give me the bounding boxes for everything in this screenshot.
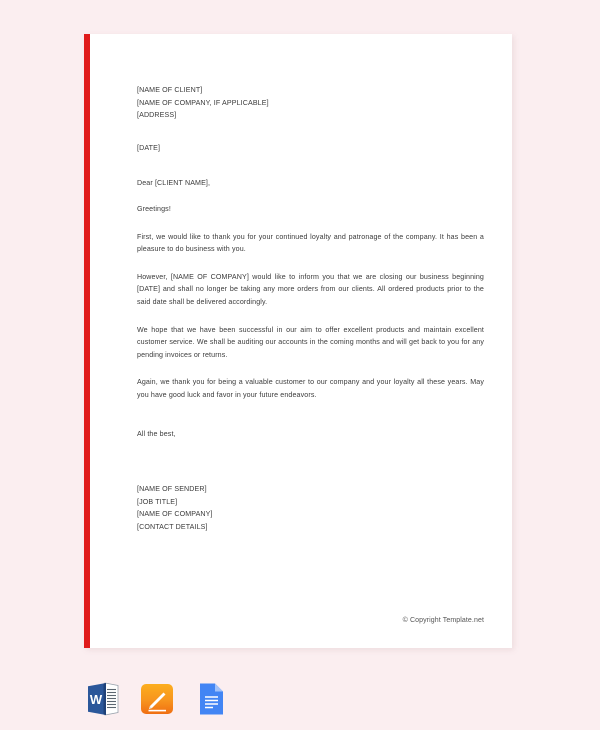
salutation: Dear [CLIENT NAME], — [137, 179, 211, 188]
recipient-address-block — [137, 84, 484, 122]
format-icon-row — [86, 681, 228, 717]
letter-sheet — [90, 34, 512, 648]
closing-line: All the best, — [137, 429, 176, 438]
sender-company: [NAME OF COMPANY] — [137, 510, 213, 519]
document-page — [84, 34, 512, 648]
recipient-name: [NAME OF CLIENT] — [137, 86, 203, 94]
svg-text:W: W — [89, 692, 103, 707]
google-docs-icon[interactable] — [194, 681, 228, 717]
recipient-company: [NAME OF COMPANY, IF APPLICABLE] — [137, 98, 269, 107]
apple-pages-icon[interactable] — [140, 681, 174, 717]
letter-content — [137, 84, 484, 533]
letter-date: [DATE] — [137, 143, 161, 152]
sender-block — [137, 483, 484, 533]
copyright-notice: © Copyright Template.net — [402, 617, 484, 624]
recipient-address: [ADDRESS] — [137, 111, 177, 120]
sender-job-title: [JOB TITLE] — [137, 497, 178, 506]
body-paragraph-1: First, we would like to thank you for your continued loyalty and patronage of the company. It has been a pleasure to do business with you. — [137, 232, 484, 254]
sender-name: [NAME OF SENDER] — [137, 485, 207, 494]
sender-contact: [CONTACT DETAILS] — [137, 522, 208, 531]
ms-word-icon[interactable] — [86, 681, 120, 717]
greeting: Greetings! — [137, 204, 171, 213]
body-paragraph-4: Again, we thank you for being a valuable customer to our company and your loyalty all these years. May you have good luck and favor in your future endeavors. — [137, 378, 484, 399]
body-paragraph-3: We hope that we have been successful in our aim to offer excellent products and maintain excellent customer service. We shall be auditing our accounts in the coming months and will get back to you for any pending invoices or returns. — [137, 325, 484, 359]
body-paragraph-2: However, [NAME OF COMPANY] would like to inform you that we are closing our business beginning [DATE] and shall no longer be taking any more orders from our clients. All ordered products prior to the said date shall be delivered accordingly. — [137, 272, 484, 306]
